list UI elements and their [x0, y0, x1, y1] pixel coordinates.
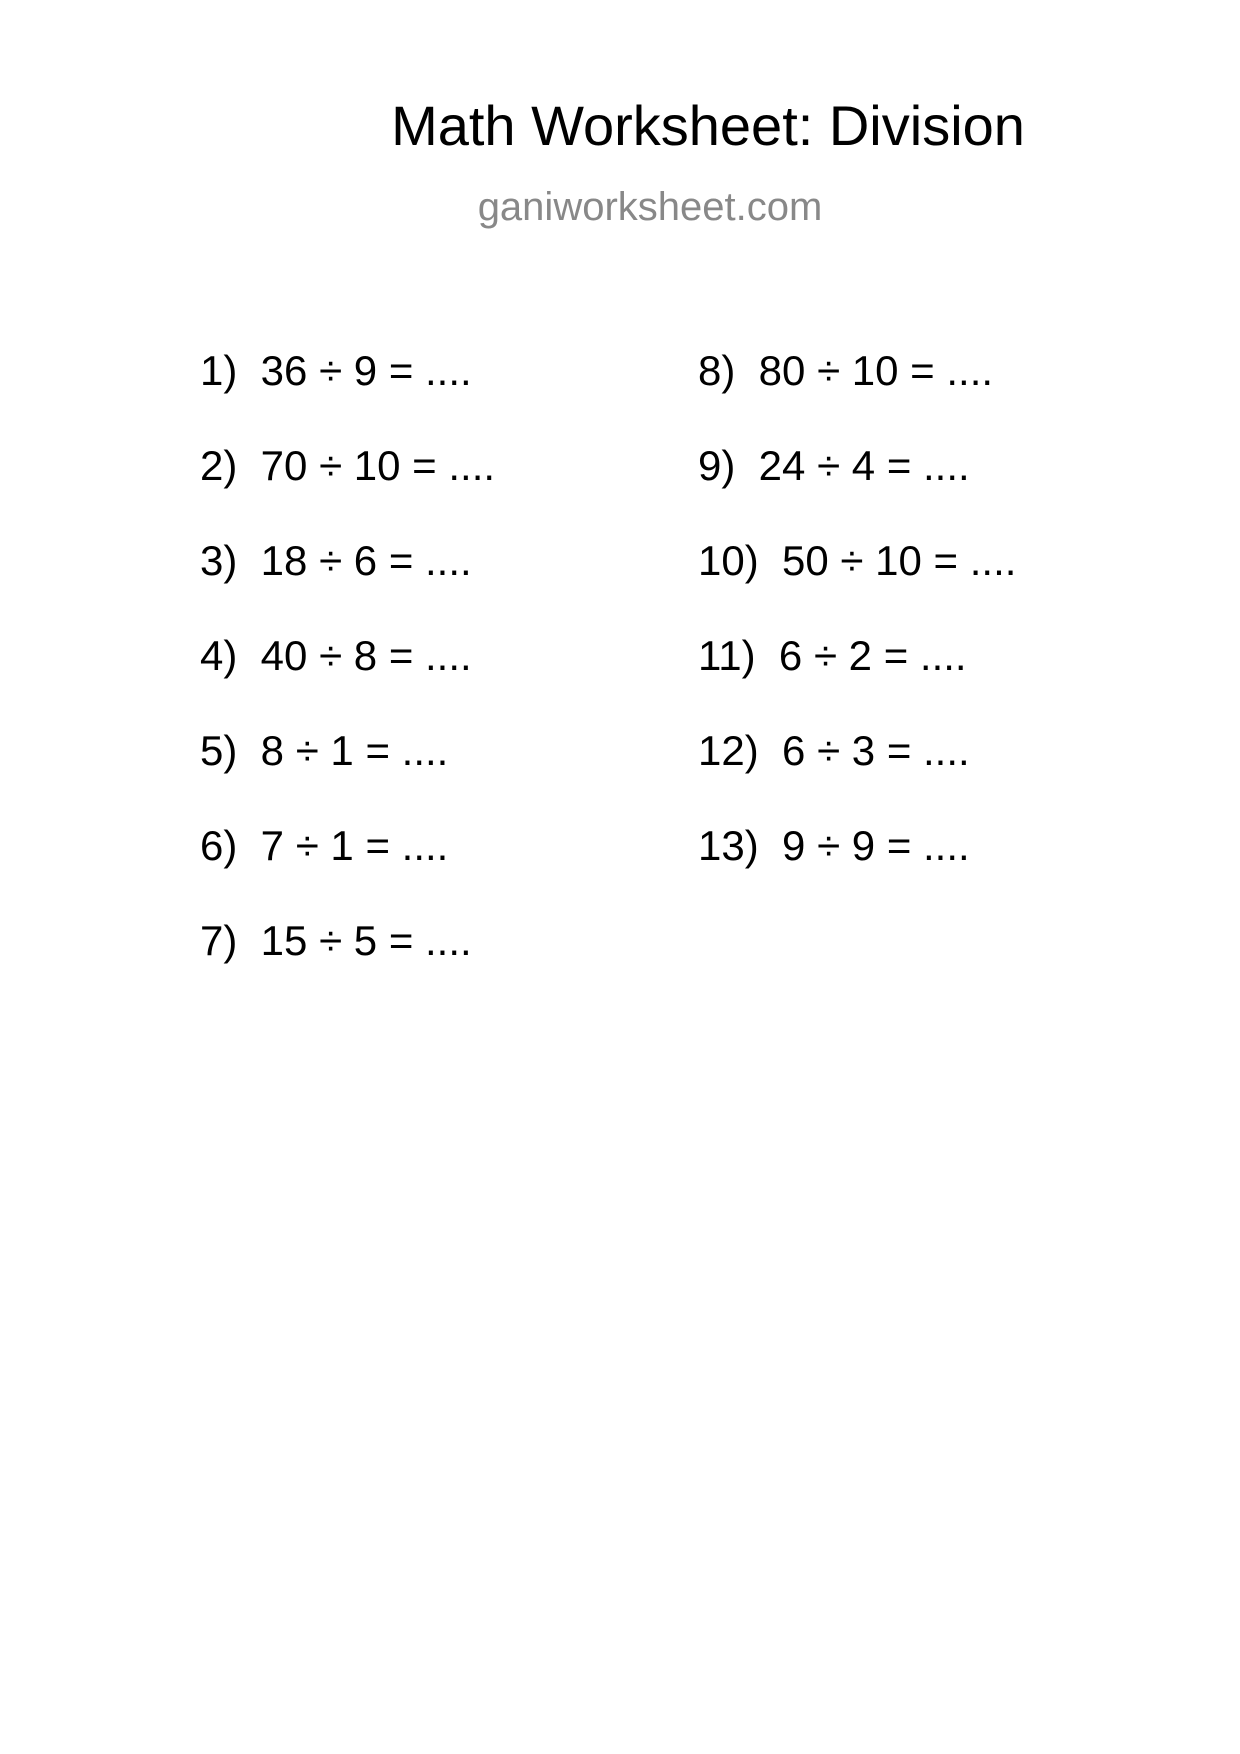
problem-item: 8) 80 ÷ 10 = ....: [698, 347, 994, 394]
site-url: ganiworksheet.com: [477, 185, 823, 229]
problem-item: 1) 36 ÷ 9 = ....: [200, 347, 472, 394]
problem-item: 11) 6 ÷ 2 = ....: [698, 632, 967, 679]
problem-item: 7) 15 ÷ 5 = ....: [200, 917, 472, 964]
problem-item: 9) 24 ÷ 4 = ....: [698, 442, 970, 489]
problem-item: 3) 18 ÷ 6 = ....: [200, 537, 472, 584]
problem-item: 5) 8 ÷ 1 = ....: [200, 727, 449, 774]
problem-item: 10) 50 ÷ 10 = ....: [698, 537, 1017, 584]
problem-item: 2) 70 ÷ 10 = ....: [200, 442, 496, 489]
problem-item: 13) 9 ÷ 9 = ....: [698, 822, 970, 869]
problem-item: 4) 40 ÷ 8 = ....: [200, 632, 472, 679]
problem-item: 6) 7 ÷ 1 = ....: [200, 822, 449, 869]
page-title: Math Worksheet: Division: [391, 94, 1025, 157]
problem-item: 12) 6 ÷ 3 = ....: [698, 727, 970, 774]
